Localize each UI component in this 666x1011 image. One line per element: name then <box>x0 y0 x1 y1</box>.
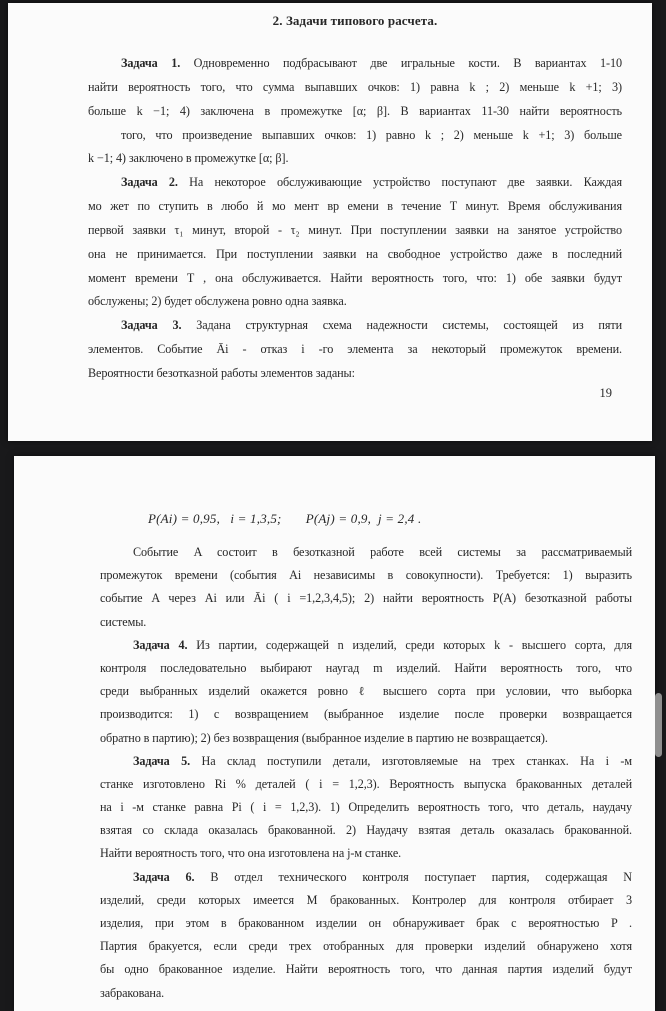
task-line: Задача 1. Одновременно подбрасывают две игральные кости. В вариантах 1-10 <box>121 56 622 70</box>
document-page-2 <box>14 456 655 1011</box>
text-line: станке изготовлено Ri % деталей ( i = 1,2,3). Вероятность выпуска бракованных деталей <box>100 776 632 791</box>
document-page-1 <box>8 3 652 441</box>
text-line: контроля последовательно выбирают наугад m изделий. Найти вероятность того, что <box>100 660 632 675</box>
text-line: того, что произведение выпавших очков: 1) равно k ; 2) меньше k +1; 3) больше <box>121 127 622 142</box>
text-line: k −1; 4) заключено в промежутке [α; β]. <box>88 151 289 166</box>
text-line: изделия, при этом в бракованном изделии он обнаруживает брак с вероятностью P . <box>100 916 632 930</box>
task-label: Задача 3. <box>121 318 182 333</box>
scrollbar-thumb[interactable] <box>655 693 662 757</box>
page-number: 19 <box>599 386 612 400</box>
text-line: забракована. <box>100 985 165 1000</box>
text-line: элементов. Событие Āi - отказ i -го элемента за некоторый промежуток времени. <box>88 342 622 357</box>
task-label: Задача 5. <box>133 753 191 768</box>
probability-formula: P(Ai) = 0,95, i = 1,3,5; P(Aj) = 0,9, j = 2,4 . <box>148 511 422 526</box>
task-line: Задача 6. В отдел технического контроля поступает партия, содержащая N <box>133 869 632 884</box>
text-line: системы. <box>100 614 147 629</box>
text-line: производится: 1) с возвращением (выбранное изделие после проверки возвращается <box>100 707 632 722</box>
task-line: Задача 2. На некоторое обслуживающие устройство поступают две заявки. Каждая <box>121 175 622 190</box>
task-line: Задача 3. Задана структурная схема надежности системы, состоящей из пяти <box>121 318 622 333</box>
text-line: Событие A состоит в безотказной работе всей системы за рассматриваемый <box>133 545 632 559</box>
text-line: бы одно бракованное изделие. Найти вероятность того, что данная партия изделий будут <box>100 962 632 977</box>
text-line: момент времени T , она обслуживается. Найти вероятность того, что: 1) обе заявки будут <box>88 270 622 285</box>
text-line: мо жет по ступить в любо й мо мент вр емени в течение T минут. Время обслуживания <box>88 199 622 214</box>
page2-text-block <box>100 541 632 1005</box>
task-label: Задача 4. <box>133 637 188 652</box>
text-line: обслужены; 2) будет обслужена ровно одна заявка. <box>88 294 347 309</box>
task-label: Задача 1. <box>121 56 181 70</box>
text-line: изделий, среди которых имеется M бракованных. Контролер для контроля отбирает 3 <box>100 892 632 907</box>
task-line: Задача 4. Из партии, содержащей n изделий, среди которых k - высшего сорта, для <box>133 637 632 652</box>
page1-text-block <box>88 52 622 386</box>
text-line: первой заявки τ₁ минут, второй - τ₂ минут. При поступлении заявки на занятое устройство <box>88 222 622 237</box>
text-line: взятая со склада оказалась бракованной. 2) Наудачу взятая деталь оказалась бракованной. <box>100 823 632 838</box>
text-line: найти вероятность того, что сумма выпавших очков: 1) равна k ; 2) меньше k +1; 3) <box>88 79 622 94</box>
text-line: она не принимается. При поступлении заявки на свободное устройство даже в последний <box>88 246 622 261</box>
text-line: обратно в партию); 2) без возвращения (выбранное изделие в партию не возвращается). <box>100 730 548 745</box>
task-label: Задача 2. <box>121 175 178 190</box>
text-line: событие A через Ai или Āi ( i =1,2,3,4,5); 2) найти вероятность P(A) безотказной работы <box>100 591 632 606</box>
text-line: промежуток времени (события Ai независимы в совокупности). Требуется: 1) выразить <box>100 568 632 583</box>
task-line: Задача 5. На склад поступили детали, изготовляемые на трех станках. На i -м <box>133 753 632 768</box>
section-title: 2. Задачи типового расчета. <box>272 13 438 28</box>
task-label: Задача 6. <box>133 869 195 884</box>
text-line: Партия бракуется, если среди трех отобранных для проверки изделий обнаружено хотя <box>100 939 632 954</box>
text-line: Найти вероятность того, что она изготовлена на j-м станке. <box>100 846 402 861</box>
text-line: Вероятности безотказной работы элементов заданы: <box>88 365 355 380</box>
text-line: среди выбранных изделий окажется ровно ℓ высшего сорта при условии, что выборка <box>100 684 632 699</box>
text-line: на i -м станке равна Pi ( i = 1,2,3). 1) Определить вероятность того, что деталь, наудачу <box>100 800 632 815</box>
text-line: больше k −1; 4) заключена в промежутке [α; β]. В вариантах 11-30 найти вероятность <box>88 103 622 118</box>
